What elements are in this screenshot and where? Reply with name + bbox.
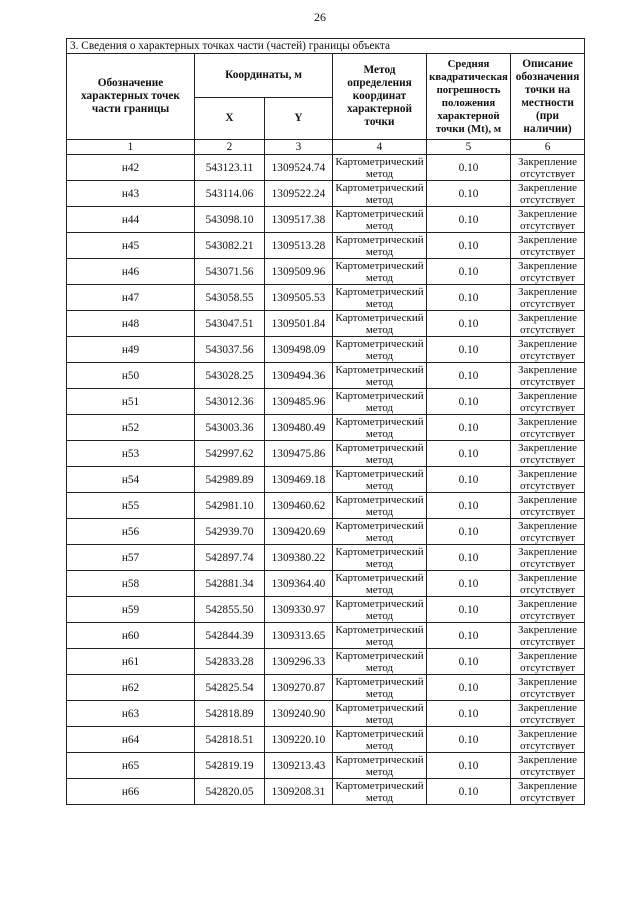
- mean-error-cell: 0.10: [427, 519, 511, 545]
- description-cell: Закрепление отсутствует: [511, 285, 585, 311]
- point-cell: н51: [67, 389, 195, 415]
- table-row: [67, 623, 585, 649]
- header-coordinates: Координаты, м: [195, 54, 333, 98]
- table-row: [67, 259, 585, 285]
- header-x: X: [195, 98, 265, 140]
- header-point-designation: Обозначение характерных точек части границы: [67, 54, 195, 140]
- table-row: [67, 649, 585, 675]
- description-cell: Закрепление отсутствует: [511, 545, 585, 571]
- method-cell: Картометрический метод: [333, 675, 427, 701]
- method-cell: Картометрический метод: [333, 727, 427, 753]
- table-row: [67, 337, 585, 363]
- column-number: 4: [333, 140, 427, 155]
- method-cell: Картометрический метод: [333, 311, 427, 337]
- description-cell: Закрепление отсутствует: [511, 259, 585, 285]
- method-cell: Картометрический метод: [333, 181, 427, 207]
- method-cell: Картометрический метод: [333, 649, 427, 675]
- point-cell: н47: [67, 285, 195, 311]
- y-coordinate-cell: 1309509.96: [265, 259, 333, 285]
- mean-error-cell: 0.10: [427, 441, 511, 467]
- description-cell: Закрепление отсутствует: [511, 155, 585, 181]
- x-coordinate-cell: 542989.89: [195, 467, 265, 493]
- x-coordinate-cell: 543047.51: [195, 311, 265, 337]
- table-row: [67, 545, 585, 571]
- point-cell: н43: [67, 181, 195, 207]
- table-row: [67, 597, 585, 623]
- point-cell: н60: [67, 623, 195, 649]
- point-cell: н48: [67, 311, 195, 337]
- point-cell: н56: [67, 519, 195, 545]
- y-coordinate-cell: 1309460.62: [265, 493, 333, 519]
- mean-error-cell: 0.10: [427, 571, 511, 597]
- table-row: [67, 779, 585, 805]
- y-coordinate-cell: 1309270.87: [265, 675, 333, 701]
- x-coordinate-cell: 542897.74: [195, 545, 265, 571]
- table-row: [67, 233, 585, 259]
- description-cell: Закрепление отсутствует: [511, 441, 585, 467]
- x-coordinate-cell: 542820.05: [195, 779, 265, 805]
- mean-error-cell: 0.10: [427, 493, 511, 519]
- method-cell: Картометрический метод: [333, 701, 427, 727]
- y-coordinate-cell: 1309213.43: [265, 753, 333, 779]
- point-cell: н58: [67, 571, 195, 597]
- mean-error-cell: 0.10: [427, 701, 511, 727]
- point-cell: н64: [67, 727, 195, 753]
- x-coordinate-cell: 542825.54: [195, 675, 265, 701]
- mean-error-cell: 0.10: [427, 181, 511, 207]
- point-cell: н46: [67, 259, 195, 285]
- table-row: [67, 727, 585, 753]
- y-coordinate-cell: 1309475.86: [265, 441, 333, 467]
- column-number: 5: [427, 140, 511, 155]
- method-cell: Картометрический метод: [333, 285, 427, 311]
- mean-error-cell: 0.10: [427, 623, 511, 649]
- y-coordinate-cell: 1309220.10: [265, 727, 333, 753]
- description-cell: Закрепление отсутствует: [511, 181, 585, 207]
- description-cell: Закрепление отсутствует: [511, 649, 585, 675]
- method-cell: Картометрический метод: [333, 571, 427, 597]
- column-number: 3: [265, 140, 333, 155]
- mean-error-cell: 0.10: [427, 155, 511, 181]
- y-coordinate-cell: 1309505.53: [265, 285, 333, 311]
- point-cell: н66: [67, 779, 195, 805]
- y-coordinate-cell: 1309485.96: [265, 389, 333, 415]
- point-cell: н62: [67, 675, 195, 701]
- x-coordinate-cell: 542939.70: [195, 519, 265, 545]
- description-cell: Закрепление отсутствует: [511, 337, 585, 363]
- y-coordinate-cell: 1309513.28: [265, 233, 333, 259]
- method-cell: Картометрический метод: [333, 753, 427, 779]
- method-cell: Картометрический метод: [333, 519, 427, 545]
- mean-error-cell: 0.10: [427, 311, 511, 337]
- description-cell: Закрепление отсутствует: [511, 389, 585, 415]
- method-cell: Картометрический метод: [333, 597, 427, 623]
- mean-error-cell: 0.10: [427, 285, 511, 311]
- table-row: [67, 415, 585, 441]
- description-cell: Закрепление отсутствует: [511, 311, 585, 337]
- y-coordinate-cell: 1309517.38: [265, 207, 333, 233]
- mean-error-cell: 0.10: [427, 337, 511, 363]
- x-coordinate-cell: 542844.39: [195, 623, 265, 649]
- y-coordinate-cell: 1309494.36: [265, 363, 333, 389]
- table-row: [67, 155, 585, 181]
- description-cell: Закрепление отсутствует: [511, 233, 585, 259]
- mean-error-cell: 0.10: [427, 779, 511, 805]
- header-description: Описание обозначения точки на местности (при наличии): [511, 54, 585, 140]
- description-cell: Закрепление отсутствует: [511, 701, 585, 727]
- table-row: [67, 363, 585, 389]
- column-numbers-row: [67, 140, 585, 155]
- method-cell: Картометрический метод: [333, 207, 427, 233]
- description-cell: Закрепление отсутствует: [511, 675, 585, 701]
- y-coordinate-cell: 1309380.22: [265, 545, 333, 571]
- table-row: [67, 389, 585, 415]
- y-coordinate-cell: 1309420.69: [265, 519, 333, 545]
- point-cell: н54: [67, 467, 195, 493]
- x-coordinate-cell: 543003.36: [195, 415, 265, 441]
- table-row: [67, 675, 585, 701]
- x-coordinate-cell: 543082.21: [195, 233, 265, 259]
- description-cell: Закрепление отсутствует: [511, 779, 585, 805]
- y-coordinate-cell: 1309480.49: [265, 415, 333, 441]
- method-cell: Картометрический метод: [333, 779, 427, 805]
- point-cell: н45: [67, 233, 195, 259]
- x-coordinate-cell: 543058.55: [195, 285, 265, 311]
- point-cell: н55: [67, 493, 195, 519]
- method-cell: Картометрический метод: [333, 415, 427, 441]
- mean-error-cell: 0.10: [427, 233, 511, 259]
- y-coordinate-cell: 1309313.65: [265, 623, 333, 649]
- description-cell: Закрепление отсутствует: [511, 571, 585, 597]
- point-cell: н52: [67, 415, 195, 441]
- mean-error-cell: 0.10: [427, 753, 511, 779]
- x-coordinate-cell: 542833.28: [195, 649, 265, 675]
- column-number: 2: [195, 140, 265, 155]
- x-coordinate-cell: 543012.36: [195, 389, 265, 415]
- method-cell: Картометрический метод: [333, 493, 427, 519]
- table-row: [67, 519, 585, 545]
- mean-error-cell: 0.10: [427, 389, 511, 415]
- x-coordinate-cell: 543123.11: [195, 155, 265, 181]
- description-cell: Закрепление отсутствует: [511, 519, 585, 545]
- x-coordinate-cell: 542818.51: [195, 727, 265, 753]
- table-row: [67, 207, 585, 233]
- point-cell: н49: [67, 337, 195, 363]
- method-cell: Картометрический метод: [333, 467, 427, 493]
- point-cell: н53: [67, 441, 195, 467]
- y-coordinate-cell: 1309501.84: [265, 311, 333, 337]
- method-cell: Картометрический метод: [333, 363, 427, 389]
- table-row: [67, 441, 585, 467]
- mean-error-cell: 0.10: [427, 727, 511, 753]
- method-cell: Картометрический метод: [333, 233, 427, 259]
- table-row: [67, 753, 585, 779]
- point-cell: н61: [67, 649, 195, 675]
- x-coordinate-cell: 543028.25: [195, 363, 265, 389]
- y-coordinate-cell: 1309330.97: [265, 597, 333, 623]
- description-cell: Закрепление отсутствует: [511, 467, 585, 493]
- mean-error-cell: 0.10: [427, 207, 511, 233]
- x-coordinate-cell: 543071.56: [195, 259, 265, 285]
- column-number: 1: [67, 140, 195, 155]
- method-cell: Картометрический метод: [333, 155, 427, 181]
- x-coordinate-cell: 543098.10: [195, 207, 265, 233]
- table-row: [67, 701, 585, 727]
- point-cell: н44: [67, 207, 195, 233]
- method-cell: Картометрический метод: [333, 389, 427, 415]
- x-coordinate-cell: 542818.89: [195, 701, 265, 727]
- y-coordinate-cell: 1309240.90: [265, 701, 333, 727]
- page-number: 26: [314, 10, 326, 24]
- method-cell: Картометрический метод: [333, 545, 427, 571]
- column-number: 6: [511, 140, 585, 155]
- x-coordinate-cell: 542819.19: [195, 753, 265, 779]
- y-coordinate-cell: 1309208.31: [265, 779, 333, 805]
- characteristic-points-table: [66, 38, 585, 805]
- y-coordinate-cell: 1309524.74: [265, 155, 333, 181]
- point-cell: н50: [67, 363, 195, 389]
- method-cell: Картометрический метод: [333, 623, 427, 649]
- method-cell: Картометрический метод: [333, 337, 427, 363]
- header-mean-error: Средняя квадратическая погрешность положения характерной точки (Mt), м: [427, 54, 511, 140]
- table-row: [67, 467, 585, 493]
- point-cell: н57: [67, 545, 195, 571]
- table-row: [67, 571, 585, 597]
- description-cell: Закрепление отсутствует: [511, 363, 585, 389]
- table-row: [67, 181, 585, 207]
- description-cell: Закрепление отсутствует: [511, 753, 585, 779]
- description-cell: Закрепление отсутствует: [511, 415, 585, 441]
- header-method: Метод определения координат характерной точки: [333, 54, 427, 140]
- mean-error-cell: 0.10: [427, 415, 511, 441]
- description-cell: Закрепление отсутствует: [511, 597, 585, 623]
- mean-error-cell: 0.10: [427, 467, 511, 493]
- table-row: [67, 311, 585, 337]
- method-cell: Картометрический метод: [333, 441, 427, 467]
- point-cell: н42: [67, 155, 195, 181]
- point-cell: н63: [67, 701, 195, 727]
- point-cell: н65: [67, 753, 195, 779]
- table-row: [67, 285, 585, 311]
- x-coordinate-cell: 542881.34: [195, 571, 265, 597]
- method-cell: Картометрический метод: [333, 259, 427, 285]
- mean-error-cell: 0.10: [427, 675, 511, 701]
- mean-error-cell: 0.10: [427, 259, 511, 285]
- mean-error-cell: 0.10: [427, 649, 511, 675]
- mean-error-cell: 0.10: [427, 597, 511, 623]
- x-coordinate-cell: 543037.56: [195, 337, 265, 363]
- mean-error-cell: 0.10: [427, 545, 511, 571]
- x-coordinate-cell: 542997.62: [195, 441, 265, 467]
- y-coordinate-cell: 1309296.33: [265, 649, 333, 675]
- header-y: Y: [265, 98, 333, 140]
- table-row: [67, 493, 585, 519]
- y-coordinate-cell: 1309498.09: [265, 337, 333, 363]
- table-body: [67, 155, 585, 805]
- x-coordinate-cell: 542855.50: [195, 597, 265, 623]
- description-cell: Закрепление отсутствует: [511, 623, 585, 649]
- y-coordinate-cell: 1309522.24: [265, 181, 333, 207]
- mean-error-cell: 0.10: [427, 363, 511, 389]
- point-cell: н59: [67, 597, 195, 623]
- y-coordinate-cell: 1309364.40: [265, 571, 333, 597]
- description-cell: Закрепление отсутствует: [511, 727, 585, 753]
- x-coordinate-cell: 542981.10: [195, 493, 265, 519]
- section-title: 3. Сведения о характерных точках части (частей) границы объекта: [67, 39, 585, 54]
- description-cell: Закрепление отсутствует: [511, 493, 585, 519]
- y-coordinate-cell: 1309469.18: [265, 467, 333, 493]
- x-coordinate-cell: 543114.06: [195, 181, 265, 207]
- description-cell: Закрепление отсутствует: [511, 207, 585, 233]
